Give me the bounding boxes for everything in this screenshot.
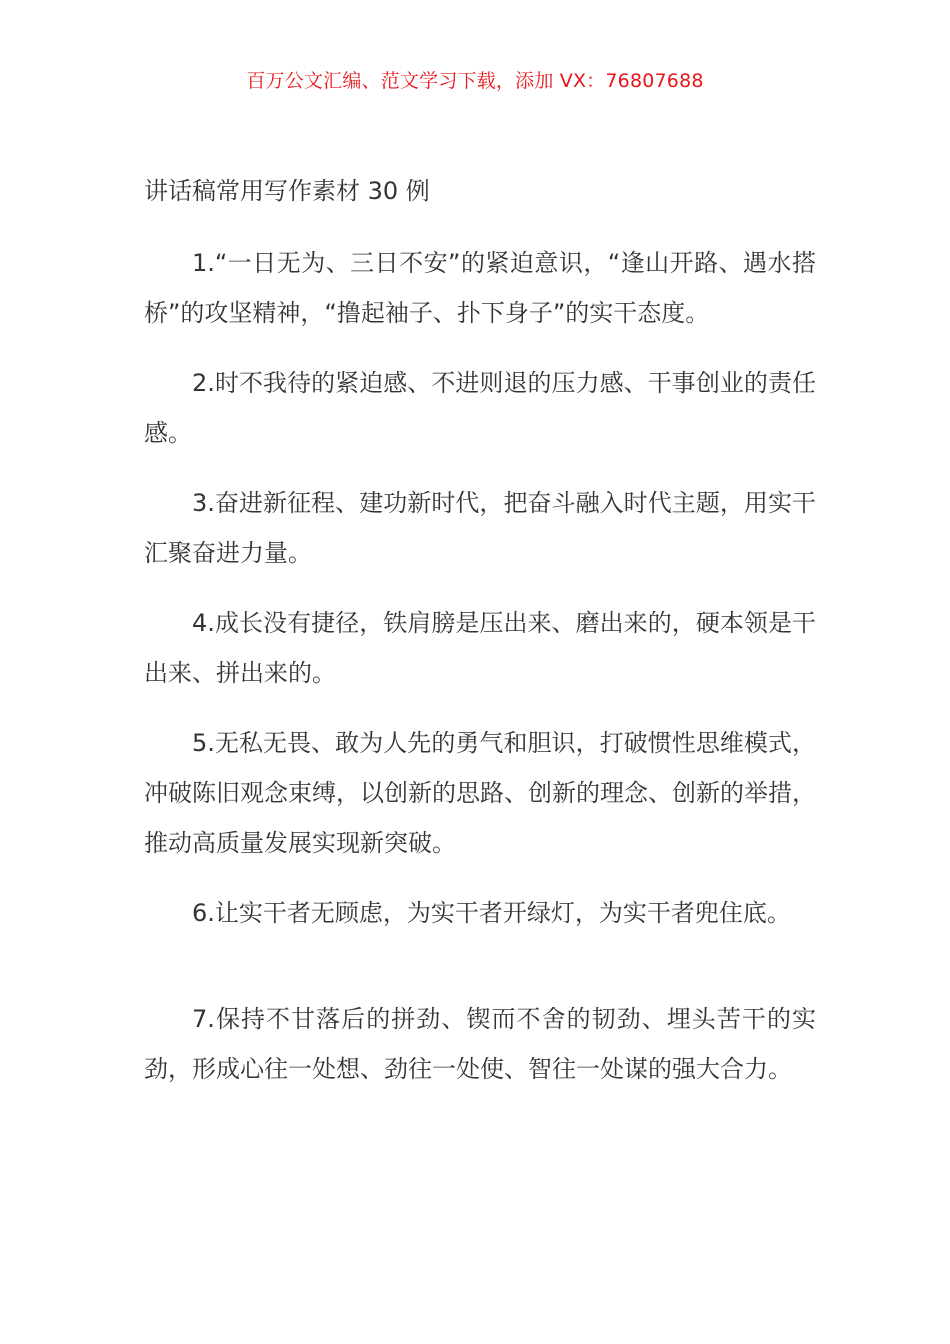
list-item: 4.成长没有捷径，铁肩膀是压出来、磨出来的，硬本领是干出来、拼出来的。 [144, 609, 816, 687]
header-watermark-note: 百万公文汇编、范文学习下载，添加 VX：76807688 [246, 70, 704, 92]
document-body [144, 172, 816, 1114]
list-item: 3.奋进新征程、建功新时代，把奋斗融入时代主题，用实干汇聚奋进力量。 [144, 489, 816, 567]
list-item: 7.保持不甘落后的拼劲、锲而不舍的韧劲、埋头苦干的实劲，形成心往一处想、劲往一处使、智往一处谋的强大合力。 [144, 1005, 816, 1083]
list-item: 2.时不我待的紧迫感、不进则退的压力感、干事创业的责任感。 [144, 369, 816, 447]
list-item: 5.无私无畏、敢为人先的勇气和胆识，打破惯性思维模式，冲破陈旧观念束缚，以创新的思路、创新的理念、创新的举措，推动高质量发展实现新突破。 [144, 729, 816, 857]
list-item: 1.“一日无为、三日不安”的紧迫意识，“逢山开路、遇水搭桥”的攻坚精神，“撸起袖子、扑下身子”的实干态度。 [144, 249, 816, 327]
document-title: 讲话稿常用写作素材 30 例 [144, 177, 430, 205]
list-item: 6.让实干者无顾虑，为实干者开绿灯，为实干者兜住底。 [192, 899, 791, 927]
